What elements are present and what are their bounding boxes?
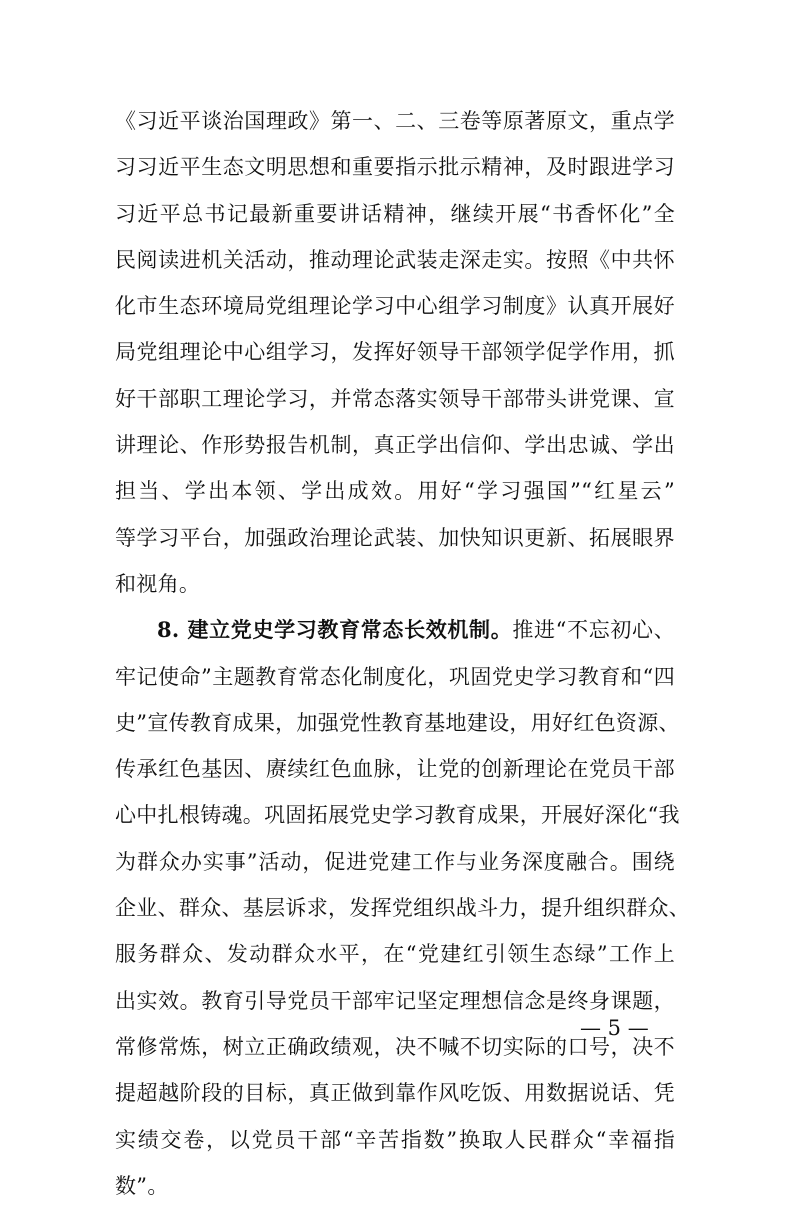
text-line: 实绩交卷，以党员干部“辛苦指数”换取人民群众“幸福指: [115, 1127, 675, 1152]
section-8-first-line: [115, 607, 675, 653]
text-line: 习近平总书记最新重要讲话精神，继续开展“书香怀化”全: [115, 201, 675, 226]
paragraph-study-theory: [115, 98, 675, 607]
text-line: 数”。: [115, 1173, 169, 1198]
section-8-first-line-text: 推进“不忘初心、: [512, 618, 675, 643]
text-line: 心中扎根铸魂。巩固拓展党史学习教育成果，开展好深化“我: [115, 803, 680, 828]
text-line: 牢记使命”主题教育常态化制度化，巩固党史学习教育和“四: [115, 664, 675, 689]
text-line: 常修常炼，树立正确政绩观，决不喊不切实际的口号，决不: [115, 1034, 675, 1059]
text-line: 担当、学出本领、学出成效。用好“学习强国”“红星云”: [115, 479, 675, 504]
section-8-heading: 8. 建立党史学习教育常态长效机制。: [157, 617, 513, 643]
section-8-paragraph: [115, 607, 691, 1209]
text-line: 民阅读进机关活动，推动理论武装走深走实。按照《中共怀: [115, 247, 675, 272]
text-line: 讲理论、作形势报告机制，真正学出信仰、学出忠诚、学出: [115, 433, 675, 458]
text-line: 等学习平台，加强政治理论武装、加快知识更新、拓展眼界: [115, 525, 675, 550]
text-line: 传承红色基因、赓续红色血脉，让党的创新理论在党员干部: [115, 757, 675, 782]
text-line: 局党组理论中心组学习，发挥好领导干部领学促学作用，抓: [115, 340, 675, 365]
text-line: 《习近平谈治国理政》第一、二、三卷等原著原文，重点学: [115, 109, 675, 133]
text-line: 为群众办实事”活动，促进党建工作与业务深度融合。围绕: [115, 849, 675, 874]
text-line: 和视角。: [115, 571, 201, 596]
text-line: 史”宣传教育成果，加强党性教育基地建设，用好红色资源、: [115, 710, 680, 735]
text-line: 企业、群众、基层诉求，发挥党组织战斗力，提升组织群众、: [115, 896, 691, 921]
text-line: 化市生态环境局党组理论学习中心组学习制度》认真开展好: [115, 294, 675, 319]
page-number: — 5 —: [580, 1016, 649, 1040]
text-line: 出实效。教育引导党员干部牢记坚定理想信念是终身课题，: [115, 988, 675, 1013]
text-line: 好干部职工理论学习，并常态落实领导干部带头讲党课、宣: [115, 386, 675, 411]
text-line: 提超越阶段的目标，真正做到靠作风吃饭、用数据说话、凭: [115, 1081, 675, 1106]
text-line: 习习近平生态文明思想和重要指示批示精神，及时跟进学习: [115, 155, 675, 180]
text-line: 服务群众、发动群众水平，在“党建红引领生态绿”工作上: [115, 942, 675, 967]
